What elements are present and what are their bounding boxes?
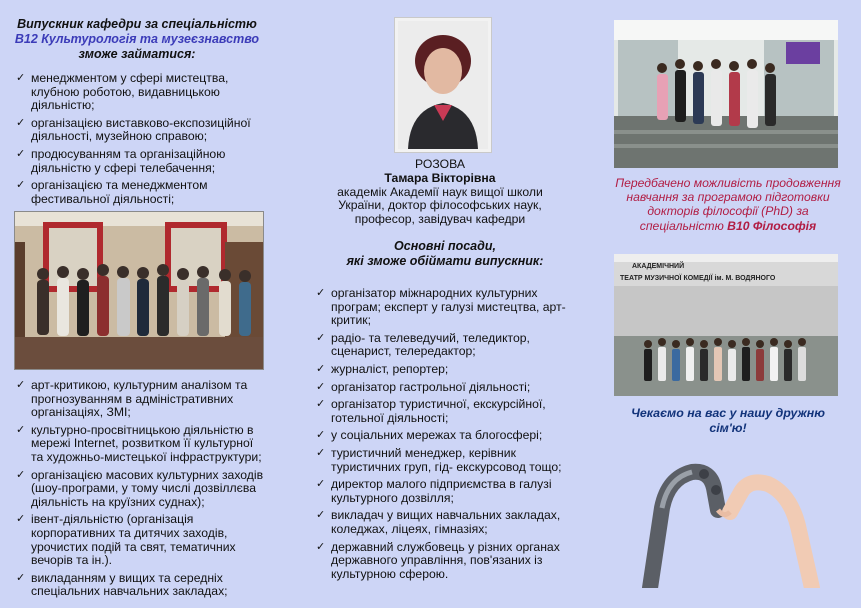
welcome-message: Чекаємо на вас у нашу дружню сім'ю! (631, 406, 825, 435)
theatre-group-photo (614, 254, 838, 396)
check-icon: ✓ (316, 380, 326, 393)
middle-column (296, 0, 578, 608)
check-icon: ✓ (16, 468, 26, 481)
check-icon: ✓ (16, 72, 26, 84)
activities-list-bottom (14, 379, 268, 603)
list-item: ✓ менеджментом у сфері мистецтва, клубною роботою, видавницькою діяльністю; (16, 71, 229, 113)
theatre-group-photo-image (614, 254, 838, 396)
list-item: ✓ організацією виставково-експозиційної діяльності, музейною справою; (16, 115, 251, 144)
bio-surname: РОЗОВА (415, 157, 465, 171)
intro-line-1: Випускник кафедри за спеціальністю (17, 17, 257, 31)
intro-line-3: зможе займатися: (78, 47, 196, 61)
check-icon: ✓ (316, 331, 326, 344)
left-column (0, 0, 272, 608)
activities-list-top (14, 72, 264, 210)
theatre-sign-line-2: ТЕАТР МУЗИЧНОЇ КОМЕДІЇ ім. М. ВОДЯНОГО (620, 275, 776, 282)
theatre-sign-line-1: АКАДЕМІЧНИЙ (632, 263, 685, 270)
head-of-department-bio (326, 158, 554, 227)
list-item: ✓ викладач у вищих навчальних закладах, коледжах, ліцеях, гімназіях; (316, 508, 561, 536)
list-item: ✓ туристичний менеджер, керівник туристичних груп, гід- екскурсовод тощо; (316, 445, 562, 474)
portrait-image (398, 21, 488, 149)
positions-heading (316, 239, 574, 269)
campus-group-photo-image (614, 20, 838, 168)
check-icon: ✓ (316, 540, 326, 553)
check-icon: ✓ (16, 571, 26, 584)
list-item: ✓ викладанням у вищих та середніх спеціальних навчальних закладах; (16, 570, 228, 599)
phd-note (614, 176, 842, 233)
list-item: ✓ директор малого підприємства в галузі культурного дозвілля; (316, 477, 552, 505)
portrait-photo (395, 18, 491, 152)
positions-heading-line-2: які зможе обіймати випускник: (346, 254, 544, 268)
positions-list (314, 287, 576, 585)
group-photo-museum-image (15, 212, 264, 370)
campus-group-photo (614, 20, 838, 168)
list-item: ✓ організатор міжнародних культурних програм; експерт у галузі мистецтва, арт-критик; (316, 286, 566, 328)
check-icon: ✓ (316, 398, 326, 411)
list-item: ✓ арт-критикою, культурним аналізом та прогнозуванням в адміністративних організаціях, ЗМІ; (16, 378, 248, 420)
list-item: ✓ організатор гастрольної діяльності; (316, 379, 531, 394)
check-icon: ✓ (316, 509, 326, 522)
list-item: ✓ івент-діяльністю (організація корпоративних та дитячих заходів, урочистих подій та свят, тематичних вечорів та ін.). (16, 512, 236, 568)
list-item: ✓ державний службовець у різних органах державного управління, пов'язаних із культурною сферою. (316, 539, 560, 581)
list-item: ✓ культурно-просвітницькою діяльністю в мережі Internet, розвитком її культурної та художньо-мистецької інфраструктури; (16, 422, 262, 464)
check-icon: ✓ (16, 423, 26, 436)
bio-title: академік Академії наук вищої школи України, доктор філософських наук, професор, завідувач кафедри (337, 184, 543, 227)
check-icon: ✓ (16, 379, 26, 391)
bio-given-name: Тамара Вікторівна (384, 170, 496, 185)
list-item: ✓ журналіст, репортер; (316, 361, 449, 376)
check-icon: ✓ (316, 446, 326, 459)
check-icon: ✓ (316, 478, 326, 491)
list-item: ✓ організацією та менеджментом фестивальної діяльності; (16, 178, 208, 206)
phd-text: Передбачено можливість продовження навчання за програмою підготовки докторів філософії (PhD) за спеціальністю (615, 176, 841, 233)
list-item: ✓ радіо- та телеведучий, теледиктор, сценарист, телередактор; (316, 330, 530, 359)
right-column (600, 0, 861, 608)
check-icon: ✓ (316, 362, 326, 375)
heart-hands-image (622, 448, 836, 588)
list-item: ✓ у соціальних мережах та блогосфері; (316, 428, 543, 443)
list-item: ✓ організатор туристичної, екскурсійної, готельної діяльності; (316, 397, 546, 425)
list-item: ✓ організацією масових культурних заходів (шоу-програми, у тому числі дозвіллєва діяльність на круїзних суднах); (16, 467, 264, 509)
check-icon: ✓ (16, 513, 26, 526)
check-icon: ✓ (316, 287, 326, 299)
phd-code: В10 Філософія (727, 218, 817, 233)
intro-heading (8, 17, 266, 62)
intro-specialty: В12 Культурологія та музеєзнавство (14, 32, 260, 46)
list-item: ✓ продюсуванням та організаційною діяльністю у сфері телебачення; (16, 146, 226, 175)
check-icon: ✓ (16, 179, 26, 192)
check-icon: ✓ (16, 116, 26, 129)
positions-heading-line-1: Основні посади, (394, 239, 496, 253)
check-icon: ✓ (316, 429, 326, 442)
heart-hands-illustration (622, 448, 836, 588)
check-icon: ✓ (16, 147, 26, 160)
group-photo-museum (14, 211, 264, 370)
